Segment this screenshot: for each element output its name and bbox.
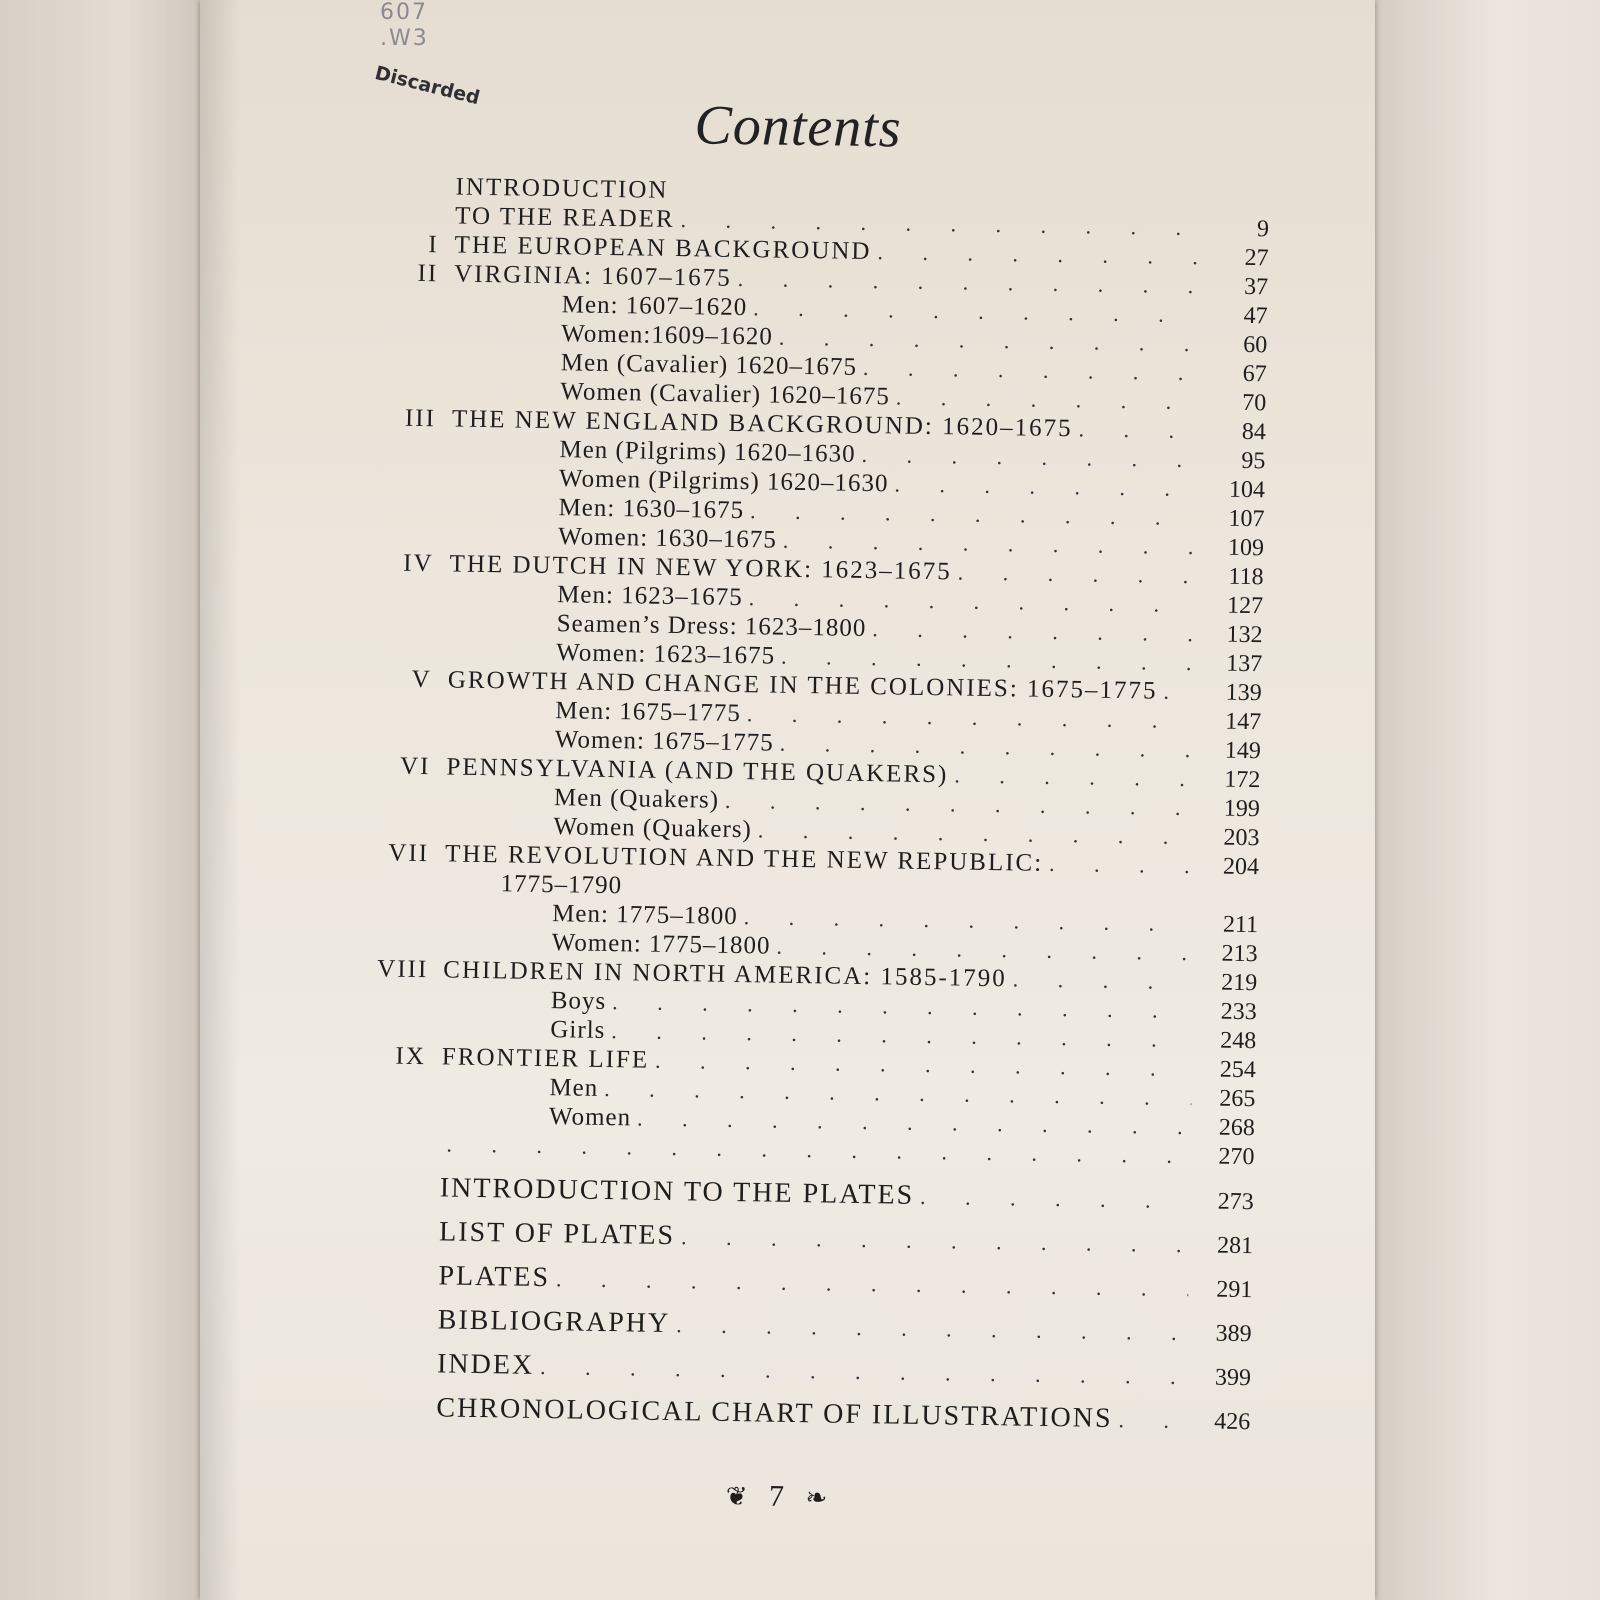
entry-title: INDEX [436, 1348, 535, 1381]
chapter-number: VI [399, 752, 431, 781]
entry-title: Women:1609–1620 [561, 320, 774, 351]
entry-title: CHRONOLOGICAL CHART OF ILLUSTRATIONS [436, 1392, 1113, 1434]
backdrop-left [0, 0, 205, 1600]
entry-title: Women [548, 1103, 632, 1132]
chapter-number [375, 1121, 441, 1122]
entry-title: Men: 1675–1775 [555, 697, 742, 728]
entry-title: Girls [550, 1016, 606, 1044]
chapter-number [381, 715, 447, 716]
entry-page-number: 132 [1226, 621, 1263, 649]
entry-title: THE EUROPEAN BACKGROUND [454, 231, 872, 266]
entry-page-number: 27 [1244, 244, 1269, 272]
entry-page-number: 37 [1243, 273, 1269, 301]
entry-title: PLATES [438, 1260, 551, 1294]
entry-title: Women: 1623–1675 [556, 639, 776, 670]
entry-page-number: 109 [1227, 534, 1265, 562]
dot-leader [958, 557, 1200, 590]
entry-page-number: 291 [1216, 1276, 1253, 1304]
entry-page-number: 47 [1243, 302, 1268, 330]
entry-page-number: 147 [1225, 708, 1262, 736]
entry-title: Women (Quakers) [553, 813, 753, 844]
entry-page-number: 265 [1219, 1085, 1256, 1113]
entry-title: THE NEW ENGLAND BACKGROUND: 1620–1675 [451, 405, 1073, 443]
entry-page-number: 67 [1242, 360, 1267, 388]
entry-title: INTRODUCTION [455, 173, 669, 204]
chapter-number [378, 947, 444, 948]
chapter-number [383, 599, 449, 600]
chapter-number [386, 396, 452, 397]
entry-title: TO THE READER [454, 202, 675, 233]
entry-title: Men (Quakers) [553, 784, 720, 814]
entry-title: Women (Pilgrims) 1620–1630 [558, 465, 889, 498]
chapter-number [381, 744, 447, 745]
entry-page-number: 199 [1223, 795, 1261, 823]
chapter-number [372, 1327, 438, 1328]
chapter-number [387, 338, 453, 339]
entry-page-number: 127 [1226, 592, 1264, 620]
entry-title: CHILDREN IN NORTH AMERICA: 1585-1790 [443, 956, 1007, 993]
entry-page-number: 211 [1222, 911, 1259, 939]
entry-title: Men: 1630–1675 [558, 494, 745, 525]
chapter-number: III [404, 404, 437, 433]
right-ornament-icon: ❧ [805, 1483, 828, 1513]
entry-page-number: 389 [1215, 1320, 1252, 1348]
contents-block [200, 0, 1375, 1600]
entry-page-number: 149 [1224, 737, 1262, 765]
entry-page-number: 137 [1225, 650, 1263, 678]
entry-page-number: 248 [1220, 1027, 1257, 1055]
dot-leader [1163, 677, 1198, 707]
entry-title: Men (Cavalier) 1620–1675 [560, 349, 858, 381]
entry-title: Seamen’s Dress: 1623–1800 [556, 610, 867, 643]
dot-leader [1078, 414, 1202, 445]
entry-page-number: 233 [1220, 998, 1257, 1026]
entry-title: Men [549, 1074, 599, 1102]
chapter-number [389, 193, 455, 194]
pencil-mark-line: 607 [380, 0, 428, 25]
entry-title: PENNSYLVANIA (AND THE QUAKERS) [446, 753, 949, 789]
entry-page-number: 273 [1217, 1188, 1254, 1216]
entry-title: Men: 1775–1800 [551, 900, 738, 931]
chapter-number: V [411, 665, 433, 694]
chapter-number: VII [388, 839, 430, 868]
left-ornament-icon: ❦ [725, 1481, 748, 1512]
chapter-number [379, 889, 445, 890]
entry-page-number: 254 [1219, 1056, 1257, 1084]
dot-leader [920, 1175, 1190, 1223]
dot-leader [954, 760, 1196, 793]
chapter-number [389, 222, 455, 223]
page-number: 7 [768, 1479, 785, 1513]
entry-title: Boys [550, 987, 607, 1015]
entry-title: INTRODUCTION TO THE PLATES [439, 1172, 915, 1211]
entry-page-number: 107 [1228, 505, 1265, 533]
chapter-number [371, 1371, 437, 1372]
chapter-number [373, 1239, 439, 1240]
entry-page-number: 281 [1216, 1232, 1254, 1260]
chapter-number: VIII [377, 955, 429, 984]
chapter-number [374, 1150, 440, 1151]
chapter-number [370, 1415, 436, 1416]
entry-page-number [1200, 902, 1258, 903]
entry-title: Women: 1630–1675 [557, 523, 778, 554]
chapter-number [385, 454, 451, 455]
entry-page-number: 203 [1223, 824, 1260, 852]
chapter-number [384, 541, 450, 542]
entry-page-number: 213 [1221, 940, 1258, 968]
entry-title: Men (Pilgrims) 1620–1630 [559, 436, 856, 468]
entry-title: BIBLIOGRAPHY [437, 1304, 671, 1340]
entry-page-number: 219 [1220, 969, 1258, 997]
entry-page-number: 9 [1256, 216, 1270, 243]
entry-page-number: 426 [1214, 1408, 1251, 1436]
entry-title: Women (Cavalier) 1620–1675 [560, 378, 891, 411]
chapter-number: IX [395, 1042, 427, 1071]
chapter-number [382, 657, 448, 658]
discarded-stamp: Discarded [372, 62, 482, 110]
entry-page-number: 270 [1218, 1143, 1255, 1171]
backdrop-right [1375, 0, 1600, 1600]
entry-title: Men: 1607–1620 [561, 291, 748, 322]
entry-title: 1775–1790 [500, 870, 623, 900]
entry-title: Men: 1623–1675 [556, 581, 743, 612]
entry-title: Women: 1775–1800 [551, 929, 771, 960]
chapter-number [372, 1283, 438, 1284]
dot-leader [1013, 964, 1194, 996]
chapter-number [374, 1195, 440, 1196]
page-folio [200, 1470, 1364, 1522]
entry-title: Women: 1675–1775 [554, 726, 774, 757]
entry-page-number: 95 [1241, 447, 1266, 475]
entry-page-number: 204 [1222, 853, 1260, 881]
page-title: Contents [694, 94, 903, 160]
entry-page-number: 118 [1228, 563, 1264, 591]
chapter-number [388, 309, 454, 310]
chapter-number: IV [403, 549, 434, 578]
chapter-number: II [417, 259, 439, 288]
chapter-number [383, 628, 449, 629]
entry-page-number: 84 [1241, 418, 1267, 446]
entry-page-number: 70 [1242, 389, 1267, 417]
entry-title: GROWTH AND CHANGE IN THE COLONIES: 1675–1775 [447, 666, 1158, 705]
entry-page-number: 104 [1228, 476, 1266, 504]
entry-title: THE DUTCH IN NEW YORK: 1623–1675 [449, 550, 952, 586]
book-page [200, 0, 1375, 1600]
chapter-number [375, 1092, 441, 1093]
entry-title: VIRGINIA: 1607–1675 [454, 260, 732, 292]
chapter-number [385, 483, 451, 484]
chapter-number [379, 831, 445, 832]
table-of-contents [370, 171, 1270, 1443]
entry-page-number: 139 [1225, 679, 1262, 707]
entry-title: LIST OF PLATES [438, 1216, 676, 1252]
chapter-number [387, 367, 453, 368]
chapter-number [377, 1005, 443, 1006]
chapter-number: I [428, 231, 439, 259]
entry-title: FRONTIER LIFE [441, 1043, 650, 1074]
entry-title: THE REVOLUTION AND THE NEW REPUBLIC: [444, 840, 1044, 877]
entry-page-number: 60 [1242, 331, 1268, 359]
chapter-number [380, 802, 446, 803]
chapter-number [376, 1034, 442, 1035]
pencil-mark-line: .W3 [380, 26, 429, 51]
dot-leader [1049, 849, 1195, 880]
dot-leader [1118, 1398, 1186, 1443]
chapter-number [378, 918, 444, 919]
entry-page-number: 399 [1214, 1364, 1252, 1392]
entry-page-number: 172 [1224, 766, 1261, 794]
chapter-number [384, 512, 450, 513]
entry-page-number: 268 [1218, 1114, 1256, 1142]
entry-page-number [1211, 206, 1269, 207]
